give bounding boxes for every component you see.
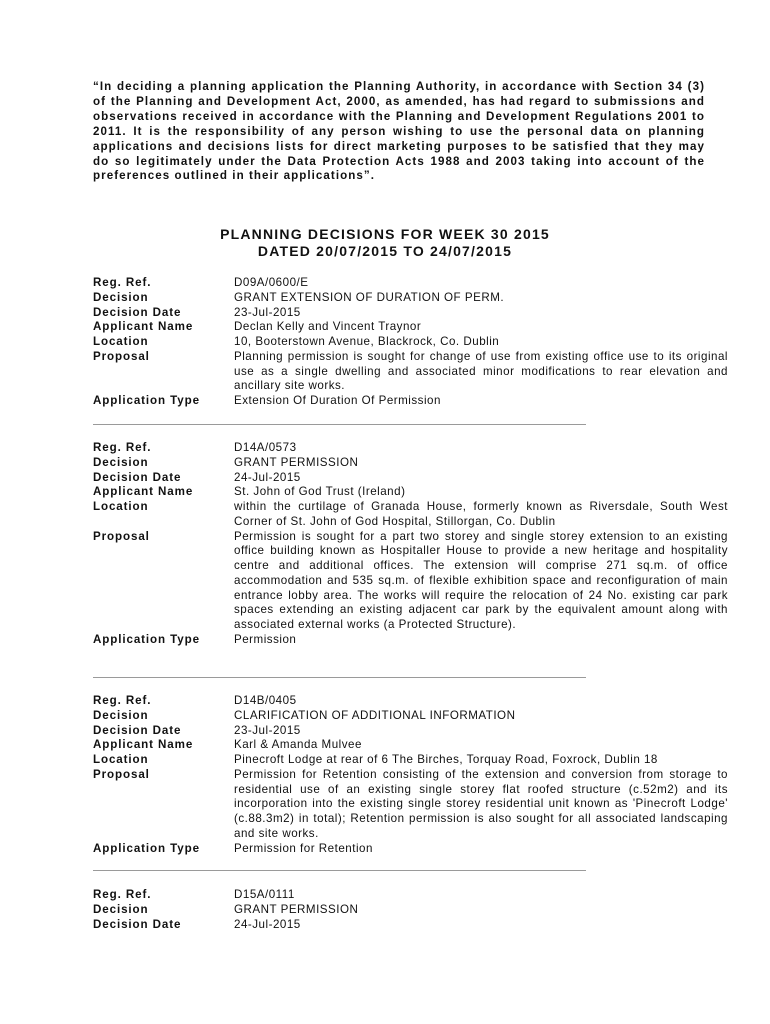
decision-date-row bbox=[93, 306, 728, 321]
proposal-row bbox=[93, 530, 728, 633]
location-value: within the curtilage of Granada House, formerly known as Riversdale, South West Corner of St. John of God Hospital, Stillorgan, Co. Dublin bbox=[234, 500, 728, 528]
decision-record bbox=[93, 694, 728, 856]
application-type-row bbox=[93, 633, 728, 648]
decision-label: Decision bbox=[93, 708, 149, 722]
applicant-name-row bbox=[93, 738, 728, 753]
decision-value: GRANT PERMISSION bbox=[234, 902, 359, 916]
decision-label: Decision bbox=[93, 290, 149, 304]
reg-ref-row bbox=[93, 441, 728, 456]
reg-ref-value: D14B/0405 bbox=[234, 694, 297, 707]
decision-record bbox=[93, 441, 728, 648]
reg-ref-label: Reg. Ref. bbox=[93, 888, 152, 901]
applicant-name-row bbox=[93, 320, 728, 335]
decision-record bbox=[93, 276, 728, 409]
applicant-name-label: Applicant Name bbox=[93, 738, 194, 752]
proposal-label: Proposal bbox=[93, 349, 150, 363]
applicant-name-value: St. John of God Trust (Ireland) bbox=[234, 485, 406, 499]
decision-value: CLARIFICATION OF ADDITIONAL INFORMATION bbox=[234, 708, 516, 722]
decision-date-row bbox=[93, 918, 728, 933]
page-subtitle-dates: DATED 20/07/2015 TO 24/07/2015 bbox=[257, 243, 513, 259]
decision-row bbox=[93, 709, 728, 724]
applicant-name-value: Declan Kelly and Vincent Traynor bbox=[234, 320, 422, 334]
decision-row bbox=[93, 456, 728, 471]
decision-date-row bbox=[93, 471, 728, 486]
applicant-name-row bbox=[93, 485, 728, 500]
reg-ref-label: Reg. Ref. bbox=[93, 694, 152, 707]
application-type-value: Permission bbox=[234, 632, 297, 646]
record-divider bbox=[93, 677, 586, 678]
location-value: 10, Booterstown Avenue, Blackrock, Co. Dublin bbox=[234, 335, 500, 348]
decision-label: Decision bbox=[93, 455, 149, 469]
decision-value: GRANT EXTENSION OF DURATION OF PERM. bbox=[234, 290, 505, 304]
proposal-label: Proposal bbox=[93, 529, 150, 543]
application-type-label: Application Type bbox=[93, 632, 200, 646]
decision-label: Decision bbox=[93, 902, 149, 916]
decision-date-label: Decision Date bbox=[93, 470, 182, 484]
location-row bbox=[93, 753, 728, 768]
application-type-label: Application Type bbox=[93, 394, 200, 407]
data-protection-notice: “In deciding a planning application the Planning Authority, in accordance with Section 34 (3) of the Planning and Development Act, 2000, as amended, has had regard to submissions and observations received in accordance with the Planning and Development Regulations 2001 to 2011. It is the responsibility of any person wishing to use the personal data on planning applications and decisions lists for direct marketing purposes to be satisfied that they may do so legitimately under the Data Protection Acts 1988 and 2003 taking into account of the preferences outlined in their applications”. bbox=[93, 80, 705, 183]
decision-value: GRANT PERMISSION bbox=[234, 455, 359, 469]
location-label: Location bbox=[93, 335, 149, 348]
application-type-row bbox=[93, 842, 728, 857]
location-row bbox=[93, 335, 728, 350]
application-type-value: Extension Of Duration Of Permission bbox=[234, 394, 441, 407]
reg-ref-value: D14A/0573 bbox=[234, 441, 297, 454]
record-divider bbox=[93, 870, 586, 871]
application-type-row bbox=[93, 394, 728, 409]
location-label: Location bbox=[93, 500, 149, 513]
reg-ref-row bbox=[93, 694, 728, 709]
reg-ref-value: D09A/0600/E bbox=[234, 276, 309, 289]
reg-ref-label: Reg. Ref. bbox=[93, 276, 152, 289]
proposal-row bbox=[93, 350, 728, 394]
application-type-label: Application Type bbox=[93, 841, 200, 855]
decision-date-value: 24-Jul-2015 bbox=[234, 917, 301, 931]
decision-date-value: 24-Jul-2015 bbox=[234, 470, 301, 484]
application-type-value: Permission for Retention bbox=[234, 841, 373, 855]
decision-record bbox=[93, 888, 728, 932]
decision-date-value: 23-Jul-2015 bbox=[234, 723, 301, 737]
location-row bbox=[93, 500, 728, 530]
applicant-name-value: Karl & Amanda Mulvee bbox=[234, 738, 362, 752]
proposal-row bbox=[93, 768, 728, 842]
proposal-label: Proposal bbox=[93, 767, 150, 781]
reg-ref-value: D15A/0111 bbox=[234, 888, 295, 901]
location-label: Location bbox=[93, 753, 149, 766]
decision-date-value: 23-Jul-2015 bbox=[234, 305, 301, 319]
decision-date-label: Decision Date bbox=[93, 723, 182, 737]
applicant-name-label: Applicant Name bbox=[93, 485, 194, 499]
page-title: PLANNING DECISIONS FOR WEEK 30 2015 bbox=[220, 226, 550, 242]
proposal-value: Permission is sought for a part two storey and single storey extension to an existing office building known as Hospitaller House to provide a new heritage and hospitality centre and additional offices. The extension will comprise 271 sq.m. of office accommodation and 535 sq.m. of flexible exhibition space and reconfiguration of main entrance lobby area. The works will require the relocation of 24 No. existing car park spaces extending an existing adjacent car park by the equivalent amount along with associated external works (a Protected Structure). bbox=[234, 529, 728, 631]
record-divider bbox=[93, 424, 586, 425]
reg-ref-row bbox=[93, 276, 728, 291]
decision-row bbox=[93, 291, 728, 306]
location-value: Pinecroft Lodge at rear of 6 The Birches, Torquay Road, Foxrock, Dublin 18 bbox=[234, 753, 658, 766]
decision-date-label: Decision Date bbox=[93, 917, 182, 931]
decision-date-label: Decision Date bbox=[93, 305, 182, 319]
reg-ref-row bbox=[93, 888, 728, 903]
proposal-value: Permission for Retention consisting of the extension and conversion from storage to residential use of an existing single storey flat roofed structure (c.52m2) and its incorporation into the existing single storey residential unit known as 'Pinecroft Lodge' (c.88.3m2) in total); Retention permission is also sought for all associated landscaping and site works. bbox=[234, 767, 728, 840]
reg-ref-label: Reg. Ref. bbox=[93, 441, 152, 454]
applicant-name-label: Applicant Name bbox=[93, 320, 194, 334]
proposal-value: Planning permission is sought for change of use from existing office use to its original use as a single dwelling and associated minor modifications to rear elevation and ancillary site works. bbox=[234, 349, 728, 393]
decision-row bbox=[93, 903, 728, 918]
decision-date-row bbox=[93, 724, 728, 739]
